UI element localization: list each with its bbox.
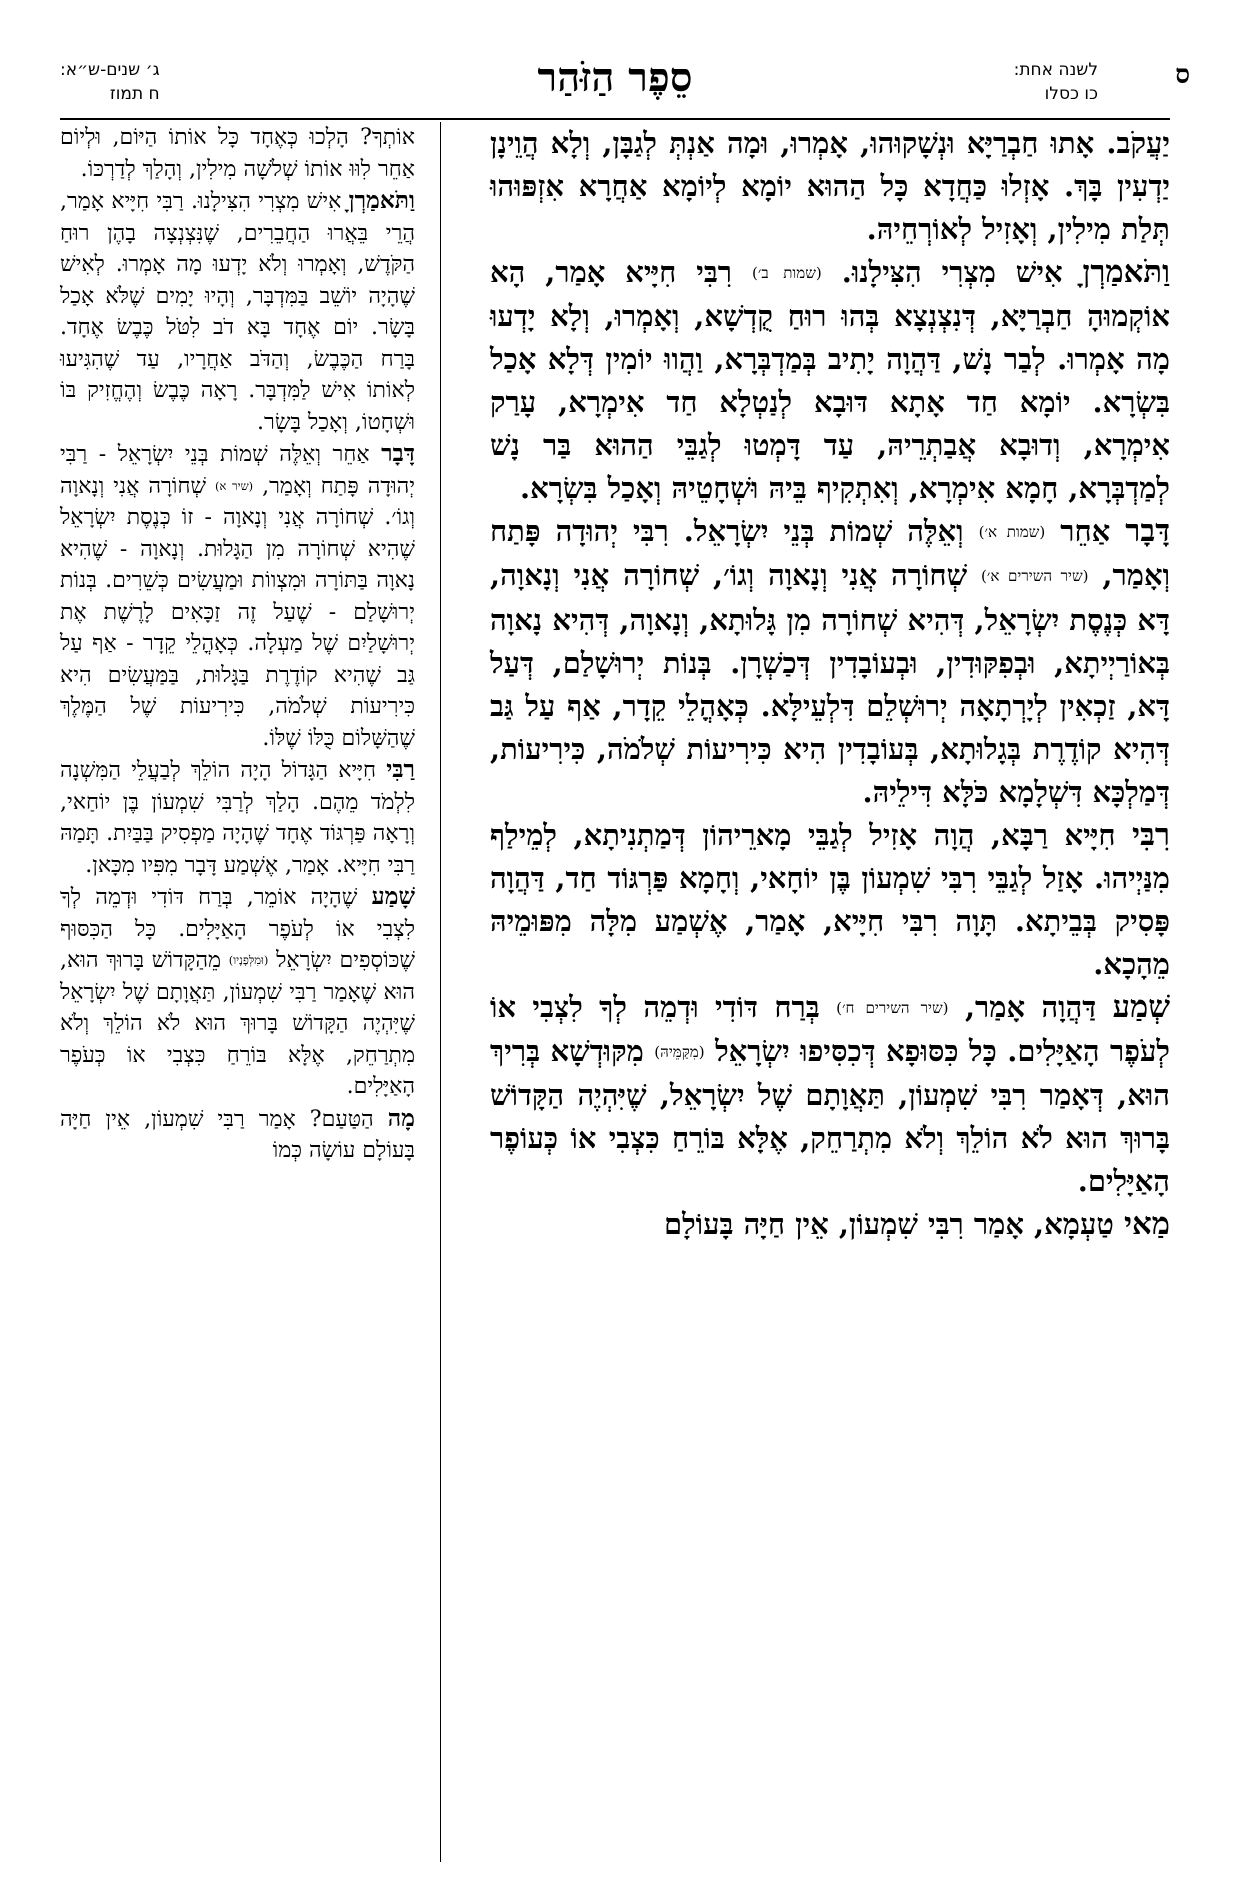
translation-paragraph-1: אוֹתְךָ? הָלְכוּ כְּאֶחָד כָּל אוֹתוֹ הַיּוֹם, וּלְיוֹם אַחֵר לִוּוּ אוֹתוֹ שְׁלֹשָׁה מִילִין, וְהָלַךְ לְדַרְכּוֹ. <box>60 125 415 182</box>
paragraph-text: דַּהֲוָה אָמַר, <box>948 989 1113 1024</box>
paragraph-text: שֶׁהָיָה אוֹמֵר, בְּרַח דּוֹדִי וּדְמֵה לְךָ לִצְבִי אוֹ לְעֹפֶר הָאַיָּלִים. כָּל הַכִּסּוּף שֶׁכּוֹסְפִים יִשְׂרָאֵל <box>60 885 415 974</box>
aramaic-column <box>490 122 1170 1246</box>
column-divider <box>440 122 441 1862</box>
paragraph-lead-word: דָּבָר <box>1125 513 1170 550</box>
study-date-line-2: כו כסלו <box>1044 84 1098 104</box>
source-reference: (שיר א) <box>215 478 254 493</box>
source-reference: (מִקַּמֵּיהּ) <box>654 1043 705 1062</box>
paragraph-text: אִישׁ מִצְרִי הִצִּילָנוּ. רַבִּי חִיָּיא אָמַר, הֲרֵי בֵּאֲרוּ הַחֲבֵרִים, שֶׁנִּצְנְצָה בָהֶן רוּחַ הַקֹּדֶשׁ, וְאָמְרוּ וְלֹא יָדְעוּ מָה אָמְרוּ. לְאִישׁ שֶׁהָיָה יוֹשֵׁב בַּמִּדְבָּר, וְהָיוּ יָמִים שֶׁלֹּא אָכַל בָּשָׂר. יוֹם אֶחָד בָּא דֹב לִטֹּל כֶּבֶשׂ אֶחָד. בָּרַח הַכֶּבֶשׂ, וְהַדֹּב אַחֲרָיו, עַד שֶׁהִגִּיעוּ לְאוֹתוֹ אִישׁ לַמִּדְבָּר. רָאָה כֶּבֶשׂ וְהֶחֱזִיק בּוֹ וּשְׁחָטוֹ, וְאָכַל בָּשָׂר. <box>60 189 415 435</box>
paragraph-text: וְאֵלֶּה שְׁמוֹת בְּנֵי יִשְׂרָאֵל. רִבִּי יְהוּדָה פָּתַח וְאָמַר, <box>490 514 1170 593</box>
paragraph-text: מֵהַקָּדוֹשׁ בָּרוּךְ הוּא, הוּא שֶׁאָמַר רַבִּי שִׁמְעוֹן, תַּאֲוָתָם שֶׁל יִשְׂרָאֵל שֶׁיִּהְיֶה הַקָּדוֹשׁ בָּרוּךְ הוּא לֹא הוֹלֵךְ וְלֹא מִתְרַחֵק, אֶלָּא בּוֹרֵחַ כִּצְבִי אוֹ כְּעֹפֶר הָאַיָּלִים. <box>60 948 415 1100</box>
portion-label <box>60 58 160 106</box>
source-reference: (שמות ב׳) <box>751 264 822 283</box>
aramaic-paragraph-5 <box>490 986 1170 1203</box>
paragraph-text: שְׁחוֹרָה אֲנִי וְנָאוָה וְגוֹ׳. שְׁחוֹרָה אֲנִי וְנָאוָה - זוֹ כְּנֶסֶת יִשְׂרָאֵל שֶׁהִיא שְׁחוֹרָה מִן הַגָּלוּת. וְנָאוָה - שֶׁהִיא נָאוָה בַּתּוֹרָה וּמִצְווֹת וּמַעֲשִׂים כְּשֵׁרִים. בְּנוֹת יְרוּשָׁלַם - שֶׁעַל זֶה זַכָּאִים לָרֶשֶׁת אֶת יְרוּשָׁלַיִם שֶׁל מַעְלָה. כְּאָהֳלֵי קֵדָר - אַף עַל גַּב שֶׁהִיא קוֹדֶרֶת בַּגָּלוּת, בַּמַּעֲשִׂים הִיא כִּירִיעוֹת שְׁלֹמֹה, כִּירִיעוֹת שֶׁל הַמֶּלֶךְ שֶׁהַשָּׁלוֹם כֻּלּוֹ שֶׁלּוֹ. <box>60 473 415 751</box>
hebrew-translation-column <box>60 122 415 1167</box>
translation-paragraph-6 <box>60 1103 415 1167</box>
source-reference: (שיר השירים ח׳) <box>836 998 949 1017</box>
aramaic-paragraph-4 <box>490 814 1170 986</box>
paragraph-text: הַטַּעַם? אָמַר רַבִּי שִׁמְעוֹן, אֵין חַיָּה בָּעוֹלָם עוֹשָׂה כְּמוֹ <box>60 1106 415 1164</box>
source-reference: (שיר השירים א׳) <box>980 567 1089 586</box>
paragraph-lead-word: וַתֹּאמַרְןָ <box>1082 254 1170 290</box>
header-rule <box>60 118 1170 120</box>
translation-paragraph-2 <box>60 185 415 438</box>
paragraph-lead-word: דָּבָר <box>381 440 415 467</box>
translation-paragraph-3 <box>60 438 415 754</box>
portion-line-2: ח תמוז <box>109 84 160 104</box>
paragraph-lead-word: מָה <box>387 1104 415 1132</box>
aramaic-paragraph-6 <box>490 1203 1170 1246</box>
paragraph-text: אַחֵר <box>1045 514 1126 549</box>
paragraph-text: אִישׁ מִצְרִי הִצִּילָנוּ. <box>841 255 1083 289</box>
page-letter: ס <box>1175 60 1190 90</box>
paragraph-lead-word: וַתֹּאמַרְןָ <box>348 187 415 214</box>
paragraph-text: רִבִּי חִיָּיא אָמַר, הָא אוֹקְמוּהָ חַבְרַיָּא, דְּנִצְנְצָא בְּהוּ רוּחַ קֻדְשָׁא, וְאָמְרוּ, וְלָא יָדְעוּ מָה אָמְרוּ. לְבַר נָשׁ, דַּהֲוָה יָתִיב בְּמַדְבְּרָא, וַהֲווּ יוֹמִין דְּלָא אָכַל בִּשְׂרָא. יוֹמָא חַד אָתָא דּוּבָא לְנַטְלָא חַד אִימְרָא, עָרַק אִימְרָא, וְדוּבָא אֲבַתְרֵיהּ, עַד דָּמְטוּ לְגַבֵּי הַהוּא בַּר נָשׁ לְמַדְבְּרָא, חָמָא אִימְרָא, וְאִתְקִיף בֵּיהּ וּשְׁחָטֵיהּ וְאָכַל בִּשְׂרָא. <box>490 255 1170 506</box>
paragraph-text: חִיָּיא רַבָּא, הֲוָה אָזִיל לְגַבֵּי מָארֵיהוֹן דְּמַתְנִיתָא, לְמֵילַף מִנַּיְיהוּ. אָזַל לְגַבֵּי רִבִּי שִׁמְעוֹן בֶּן יוֹחָאי, וְחָמָא פַּרְגּוֹד חַד, דַּהֲוָה פָּסִיק בְּבֵיתָא. תָּוָה רִבִּי חִיָּיא, אָמַר, אֶשְׁמַע מִלָּה מִפּוּמֵיהּ מֵהָכָא. <box>490 817 1170 981</box>
paragraph-text: טַעְמָא, אָמַר רִבִּי שִׁמְעוֹן, אֵין חַיָּה בָּעוֹלָם <box>664 1207 1124 1242</box>
source-reference: (וּמִלְּפָנָיו) <box>228 953 269 968</box>
paragraph-text: חִיָּיא הַגָּדוֹל הָיָה הוֹלֵךְ לְבַעֲלֵי הַמִּשְׁנָה לִלְמֹד מֵהֶם. הָלַךְ לְרַבִּי שִׁמְעוֹן בֶּן יוֹחַאי, וְרָאָה פַּרְגּוֹד אֶחָד שֶׁהָיָה מַפְסִיק בַּבַּיִת. תָּמַהּ רַבִּי חִיָּיא. אָמַר, אֶשְׁמַע דָּבָר מִפִּיו מִכָּאן. <box>60 758 415 878</box>
paragraph-text: אַחֵר וְאֵלֶּה שְׁמוֹת בְּנֵי יִשְׂרָאֵל - רַבִּי יְהוּדָה פָּתַח וְאָמַר, <box>60 442 415 499</box>
aramaic-paragraph-2 <box>490 251 1170 510</box>
paragraph-text: מִקּוּדְשָׁא בְּרִיךְ הוּא, דְּאָמַר רִבִּי שִׁמְעוֹן, תַּאֲוָתָם שֶׁל יִשְׂרָאֵל, שֶׁיִּהְיֶה הַקָּדוֹשׁ בָּרוּךְ הוּא לֹא הוֹלֵךְ וְלֹא מִתְרַחֵק, אֶלָּא בּוֹרֵחַ כִּצְבִי אוֹ כְּעוֹפֶר הָאַיָּלִים. <box>490 1033 1170 1199</box>
paragraph-lead-word: שְׁמַע <box>1112 988 1170 1025</box>
source-reference: (שמות א׳) <box>978 523 1046 542</box>
paragraph-text: בְּרַח דּוֹדִי וּדְמֵה לְךָ לִצְבִי אוֹ לְעֹפֶר הָאַיָּלִים. כָּל כִּסּוּפָא דְּכִסִּיפוּ יִשְׂרָאֵל <box>490 989 1170 1068</box>
paragraph-lead-word: שָׁמַע <box>371 883 415 911</box>
paragraph-text: שְׁחוֹרָה אֲנִי וְנָאוָה וְגוֹ׳, שְׁחוֹרָה אֲנִי וְנָאוָה, דָּא כְּנֶסֶת יִשְׂרָאֵל, דְּהִיא שְׁחוֹרָה מִן גָּלוּתָא, וְנָאוָה, דְּהִיא נָאוָה בְּאוֹרַיְיתָא, וּבְפִקּוּדִין, וּבְעוֹבָדִין דְּכַשְׁרָן. בְּנוֹת יְרוּשָׁלַם, דְּעַל דָּא, זַכְאִין לְיָרְתָאָה יְרוּשְׁלֵם דִּלְעֵילָּא. כְּאָהֳלֵי קֵדָר, אַף עַל גַּב דְּהִיא קוֹדֶרֶת בְּגָלוּתָא, בְּעוֹבָדִין הִיא כִּירִיעוֹת שְׁלֹמֹה, כִּירִיעוֹת, דְּמַלְכָּא דִּשְׁלָמָא כֹּלָּא דִּילֵיהּ. <box>490 558 1170 809</box>
study-date-line-1: לשנה אחת: <box>1013 60 1098 80</box>
aramaic-paragraph-3 <box>490 510 1170 813</box>
aramaic-paragraph-1: יַעֲקֹב. אָתוּ חַבְרַיָּא וּנְשָׁקוּהוּ, אָמְרוּ, וּמָה אַנְתְּ לְגַבָּן, וְלָא הֲוֵינָן יַדְעִין בָּךְ. אָזְלוּ כַּחֲדָא כָּל הַהוּא יוֹמָא לְיוֹמָא אַחֲרָא אִזְפּוּהוּ תְּלַת מִילִין, וְאָזִיל לְאוֹרְחֵיהּ. <box>490 126 1170 246</box>
page-header <box>60 54 1190 118</box>
paragraph-lead-word: מַאי <box>1123 1206 1170 1243</box>
book-title: סֵפֶר הַזֹּהַר <box>537 54 693 101</box>
portion-line-1: ג׳ שנים-ש״א: <box>60 60 160 80</box>
translation-paragraph-5 <box>60 881 415 1103</box>
translation-paragraph-4 <box>60 754 415 881</box>
paragraph-lead-word: רִבִּי <box>1132 816 1170 853</box>
paragraph-lead-word: רַבִּי <box>386 756 415 784</box>
